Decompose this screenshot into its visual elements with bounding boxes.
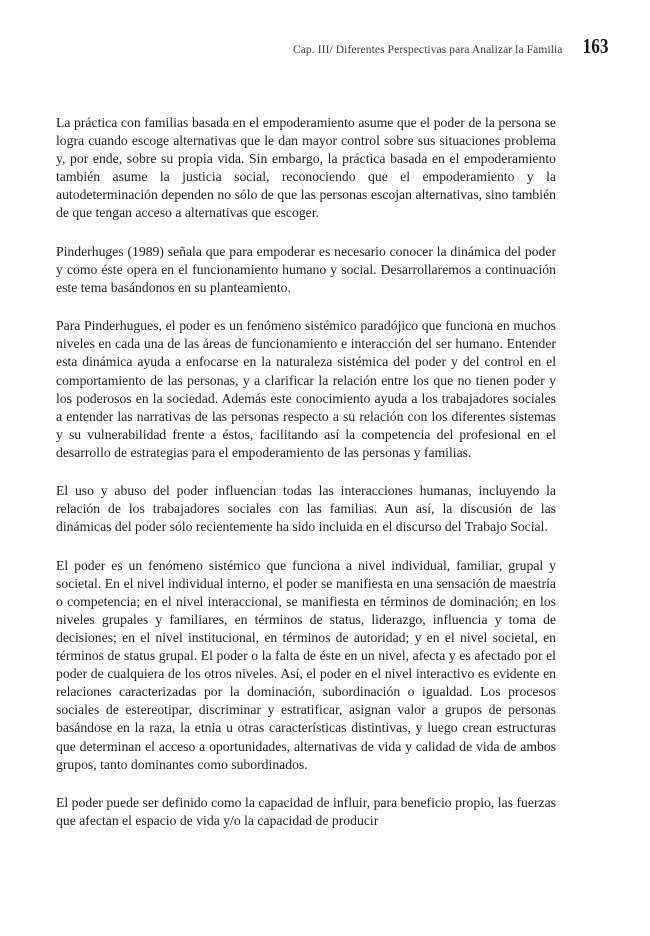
running-title: Cap. III/ Diferentes Perspectivas para Analizar la Familia — [292, 44, 563, 56]
paragraph-5: El poder es un fenómeno sistémico que funciona a nivel individual, familiar, grupal y societal. En el nivel individual interno, el poder se manifiesta en una sensación de maestría o competencia; en el nivel interaccional, se manifiesta en términos de dominación; en los niveles grupales y familiares, en términos de status, liderazgo, influencia y toma de decisiones; en el nivel institucional, en términos de autoridad; y en el nivel societal, en términos de status grupal. El poder o la falta de éste en un nivel, afecta y es afectado por el poder de cualquiera de los otros niveles. Así, el poder en el nivel interactivo es evidente en relaciones caracterizadas por la dominación, subordinación o igualdad. Los procesos sociales de estereotipar, discriminar y estratificar, asignan valor a grupos de personas basándose en la raza, la etnia u otras características distintivas, y luego crean estructuras que determinan el acceso a oportunidades, alternativas de vida y calidad de vida de ambos grupos, tanto dominantes como subordinados. — [56, 557, 556, 772]
running-header — [293, 34, 608, 59]
paragraph-4: El uso y abuso del poder influencian todas las interacciones humanas, incluyendo la relación de los trabajadores sociales con las familias. Aun así, la discusión de las dinámicas del poder sólo recientemente ha sido incluida en el discurso del Trabajo Social. — [56, 483, 556, 535]
body-text — [56, 114, 556, 850]
paragraph-2: Pinderhuges (1989) señala que para empoderar es necesario conocer la dinámica del poder y como éste opera en el funcionamiento humano y social. Desarrollaremos a continuación este tema basándonos en su planteamiento. — [56, 243, 556, 295]
paragraph-6: El poder puede ser definido como la capacidad de influir, para beneficio propio, las fuerzas que afectan el espacio de vida y/o la capacidad de producir — [56, 794, 556, 829]
paragraph-3: Para Pinderhugues, el poder es un fenómeno sistémico paradójico que funciona en muchos niveles en cada una de las áreas de funcionamiento e interacción del ser humano. Entender esta dinámica ayuda a enfocarse en la naturaleza sistémica del poder y del control en el comportamiento de las personas, y a clarificar la relación entre los que no tienen poder y los poderosos en la sociedad. Además este conocimiento ayuda a los trabajadores sociales a entender las narrativas de las personas respecto a su relación con los diferentes sistemas y su vulnerabilidad frente a éstos, facilitando así la competencia del profesional en el desarrollo de estrategias para el empoderamiento de las personas y familias. — [56, 318, 556, 460]
paragraph-1: La práctica con familias basada en el empoderamiento asume que el poder de la persona se logra cuando escoge alternativas que le dan mayor control sobre sus situaciones problema y, por ende, sobre su propia vida. Sin embargo, la práctica basada en el empoderamiento también asume la justicia social, reconociendo que el empoderamiento y la autodeterminación dependen no sólo de que las personas escojan alternativas, sino también de que tengan acceso a alternativas que escoger. — [56, 115, 556, 221]
page-number: 163 — [582, 34, 608, 58]
